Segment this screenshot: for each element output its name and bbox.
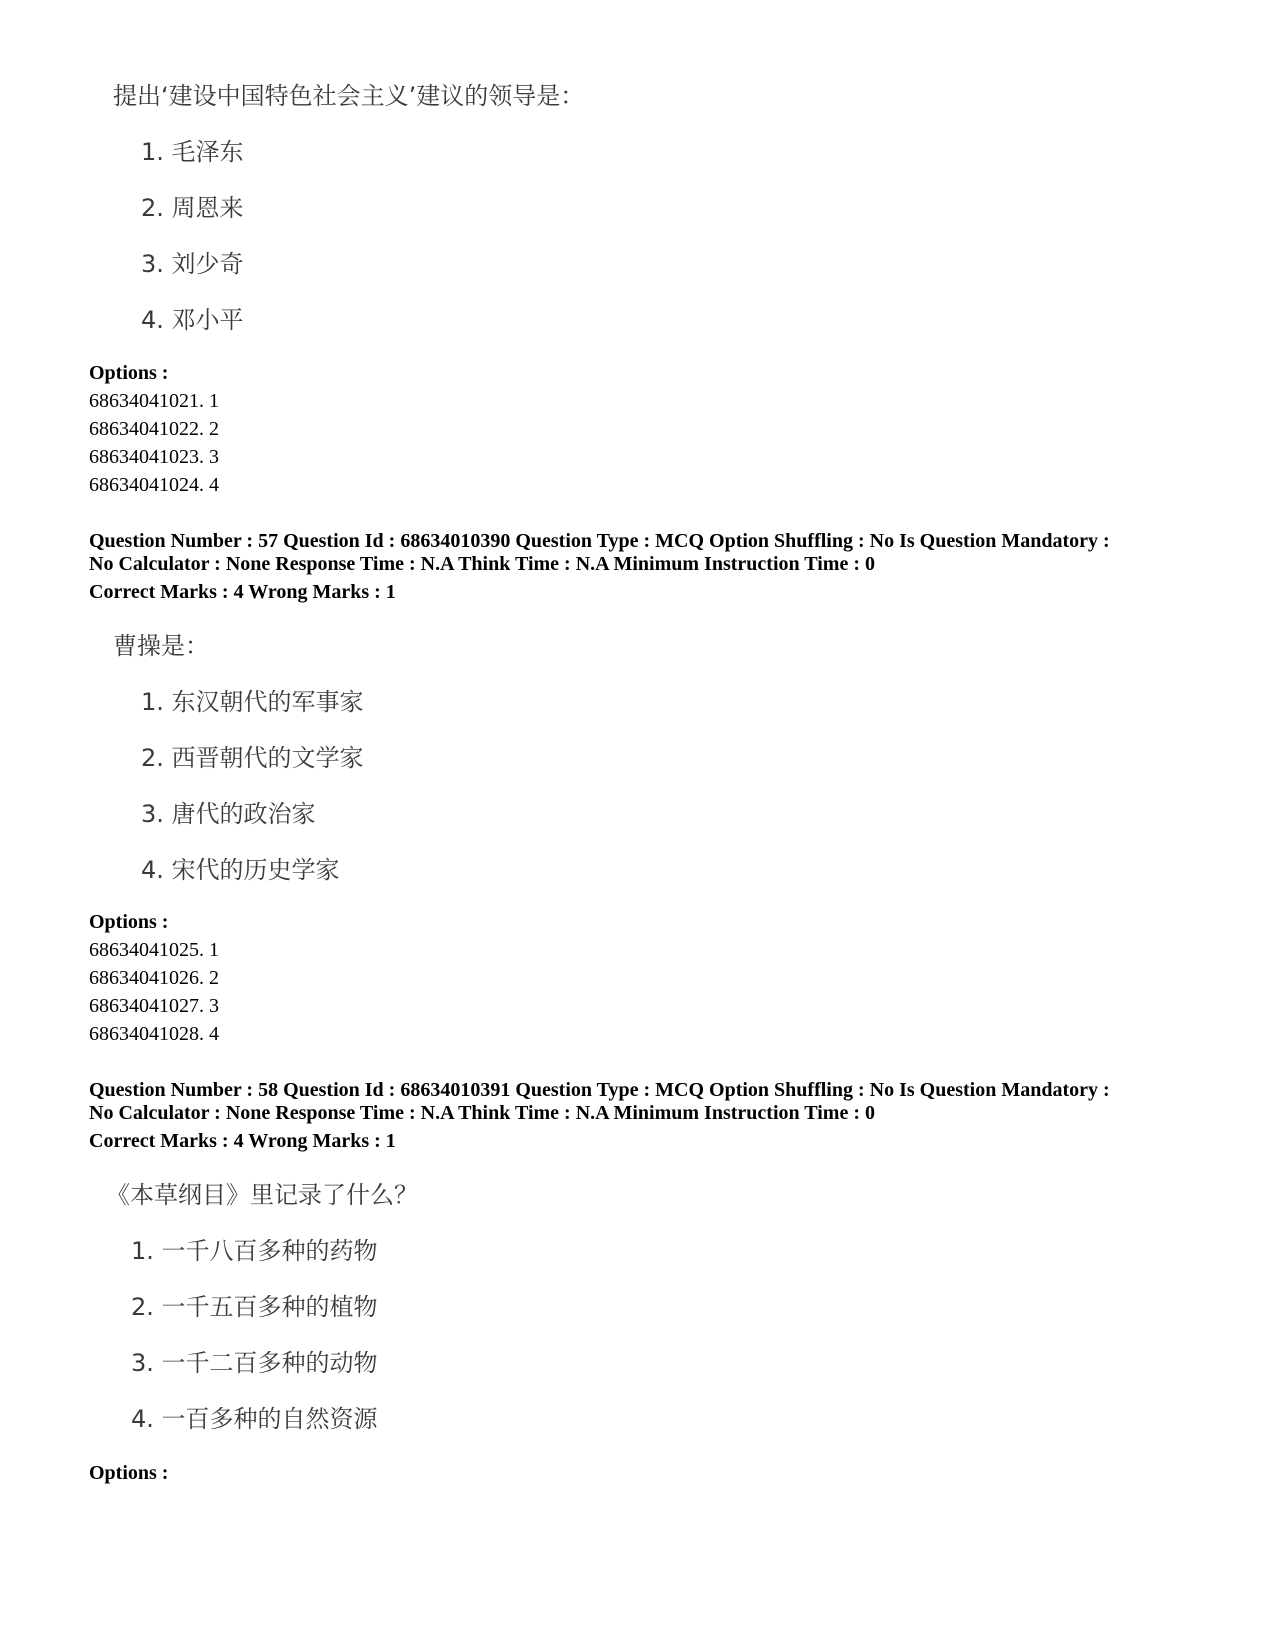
question-57-choice-1: 1. 东汉朝代的军事家 [141,688,364,716]
question-58-choice-3: 3. 一千二百多种的动物 [131,1349,378,1377]
question-56-option-2: 68634041022. 2 [89,418,219,440]
question-57-option-4: 68634041028. 4 [89,1023,219,1045]
question-56-options-label: Options : [89,362,169,384]
question-57-choice-2: 2. 西晋朝代的文学家 [141,744,364,772]
question-58-text: 《本草纲目》里记录了什么？ [106,1181,418,1209]
question-58-choice-4: 4. 一百多种的自然资源 [131,1405,378,1433]
question-58-choice-1: 1. 一千八百多种的药物 [131,1237,378,1265]
question-56-option-3: 68634041023. 3 [89,446,219,468]
question-57-option-1: 68634041025. 1 [89,939,219,961]
question-58-choice-2: 2. 一千五百多种的植物 [131,1293,378,1321]
question-57-choice-4: 4. 宋代的历史学家 [141,856,340,884]
question-56-choice-2: 2. 周恩来 [141,194,244,222]
question-56-choice-1: 1. 毛泽东 [141,138,244,166]
question-57-option-3: 68634041027. 3 [89,995,219,1017]
question-58-options-label: Options : [89,1462,169,1484]
question-56-text: 提出‘建设中国特色社会主义’建议的领导是： [113,82,585,110]
question-57-options-label: Options : [89,911,169,933]
question-57-choice-3: 3. 唐代的政治家 [141,800,316,828]
question-58-meta-line-2: No Calculator : None Response Time : N.A Think Time : N.A Minimum Instruction Time : 0 [89,1102,875,1124]
question-58-meta-line-1: Question Number : 58 Question Id : 68634010391 Question Type : MCQ Option Shuffling : No Is Question Mandatory : [89,1079,1110,1101]
question-56-choice-3: 3. 刘少奇 [141,250,244,278]
question-56-option-1: 68634041021. 1 [89,390,219,412]
question-57-meta-line-1: Question Number : 57 Question Id : 68634010390 Question Type : MCQ Option Shuffling : No Is Question Mandatory : [89,530,1110,552]
question-57-text: 曹操是： [113,632,209,660]
question-58-marks: Correct Marks : 4 Wrong Marks : 1 [89,1130,396,1152]
question-56-choice-4: 4. 邓小平 [141,306,244,334]
question-57-option-2: 68634041026. 2 [89,967,219,989]
question-56-option-4: 68634041024. 4 [89,474,219,496]
question-57-meta-line-2: No Calculator : None Response Time : N.A Think Time : N.A Minimum Instruction Time : 0 [89,553,875,575]
question-57-marks: Correct Marks : 4 Wrong Marks : 1 [89,581,396,603]
